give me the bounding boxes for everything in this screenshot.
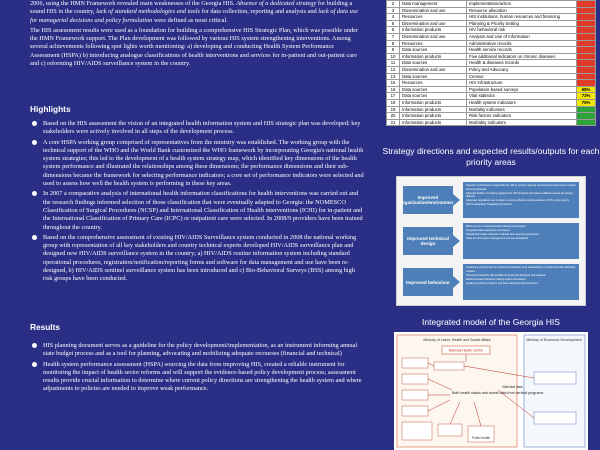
strategy-label: Improved organization/environment [403,186,453,214]
row-number: 4 [387,14,400,21]
arrow-right-icon [453,276,460,288]
intro-paragraph-1 [30,0,365,25]
row-number: 20 [387,113,400,120]
table-row [387,53,596,60]
row-score: 73% [577,93,596,100]
row-item: Resource allocation [467,7,577,14]
row-number: 11 [387,60,400,67]
list-item [30,190,365,231]
model-node [438,424,462,436]
row-item: HIS institutions, human resources and financing [467,14,577,21]
model-title: Integrated model of the Georgia HIS [421,317,561,327]
bullet-icon [32,191,37,196]
row-item: Risk factors indicators [467,113,577,120]
strategy-row [403,223,579,259]
row-score: 75% [577,99,596,106]
row-category: Data sources [400,47,467,54]
list-item [30,361,365,394]
row-item: Health system indicators [467,99,577,106]
table-row [387,1,596,8]
intro-emphasis: Absence of a dedicated strategy [236,0,317,7]
intro-text-span: 2006, using the HMN Framework revealed main weaknesses of the Georgia HIS. [30,0,237,7]
row-number: 12 [387,66,400,73]
row-number: 7 [387,33,400,40]
row-number: 3 [387,7,400,14]
row-score [577,1,596,8]
strategy-bullet: Relevant bodies of ministry equipped for HIS functions and roles at different levels are clearly defined [466,191,573,198]
list-item [30,234,365,284]
intro-emphasis: lack of data use for managerial decisions and policy formulation [30,8,358,24]
list-item-text: Based on the HIS assessment the vision of an integrated health information system and HIS strategic plan was developed; key stakeholders were actively involved in all steps of the development process. [43,120,361,136]
table-row [387,14,596,21]
table-row [387,20,596,27]
his-score-table-panel [386,0,596,126]
row-score [577,106,596,113]
table-row [387,86,596,93]
model-node [402,374,428,384]
strategy-results [463,223,579,259]
row-category: Information products [400,53,467,60]
row-item: HIV behavioral risk [467,27,577,34]
row-score [577,7,596,14]
table-row [387,119,596,126]
row-score [577,119,596,126]
row-number: 5 [387,20,400,27]
row-item: Policy and Advocacy [467,66,577,73]
model-node [402,358,428,368]
table-row [387,7,596,14]
model-node [402,406,428,416]
table-row [387,73,596,80]
intro-paragraph-2: The HIS assessment results were used as a foundation for building a comprehensive HIS Strategic Plan, which was possible under the HMN Framework support. The Plan development was followed by various HIS system strengthening interventions. Among several achievements following spot lights worth mentioning: a) developing and conducting Health System Performance Assessment (HSPA) b) introducing analogue classifications of health interventions and services for in-patient and out-patient care and c) reforming HIV/AIDS surveillance system in the country. [30,26,359,68]
row-category: Information products [400,27,467,34]
table-row [387,47,596,54]
arrow-right-icon [453,194,460,206]
table-row [387,99,596,106]
strategy-bullet: Integrated data warehouse developed [466,229,510,232]
row-score [577,14,596,21]
model-node [534,412,576,424]
row-category: Data sources [400,86,467,93]
row-score [577,60,596,67]
row-score [577,73,596,80]
row-item: Implementation/action [467,1,577,8]
row-number: 10 [387,53,400,60]
strategy-label: Improved behaviour [403,268,453,296]
table-row [387,60,596,67]
row-score [577,27,596,34]
row-item: Mortality indicators [467,106,577,113]
row-number: 21 [387,119,400,126]
list-item-text: Health system performance assessment (HSPA) sourcing the data from improving HIS, created a reliable instrument for monitoring the impact of health sector reforms and will support the evidence-based policy development process; assessment results provide crucial information to determine where current policy directions are strengthening the health system and where adjustments to policies are needed to improve weak performance. [43,360,362,393]
vital-stat-label: Vital stat data [502,385,523,389]
bullet-icon [32,121,37,126]
bullet-icon [32,362,37,367]
row-category: Information products [400,106,467,113]
model-node [402,390,428,400]
strategy-bullet: HIS is adequately budgeted and funded [466,203,512,206]
row-score [577,80,596,87]
list-item-text: Based on the comprehensive assessment of existing HIV/AIDS Surveillance system conducted in 2008 the national working group with representation of all key stakeholders and country technical experts developed HIV/AIDS surveillance plan and designed new HIV/AIDS surveillance system in the country; a) HIV/AIDS routine information system including standard operational procedures, registration/notification/reporting forms and software for data management and use have been re-designed, b) HIV/AIDS sentinel surveillance system has been introduced and c) Bio-Behavioral Surveys (BSS) among high risk groups have been conducted. [43,233,357,283]
row-category: Resources [400,40,467,47]
strategy-title: Strategy directions and expected results/outputs for each priority areas [382,146,600,168]
center-note [452,391,543,395]
row-category: Dissemination and use [400,7,467,14]
row-item: Health service records [467,47,577,54]
row-number: 6 [387,27,400,34]
list-item-text: In 2007 a comparative analysis of international health information classifications for health interventions was carried out and the research findings informed selection of those classification that were eventually adapted to Georgia: the NOMESCO Classification of Surgical Procedures (NCSP) and International Classification of Health interventions (ICHI) for in-patient and the International Classification of Primary Care (ICPC) or outpatient care were selected. In 2008/9 providers have been trained throughout the country. [43,190,363,231]
strategy-bullet: Personnel trained in HIS at different levels are deployed and retained [466,273,546,277]
intro-text [30,0,365,70]
table-row [387,33,596,40]
list-item [30,120,365,137]
row-category: Data sources [400,73,467,80]
row-score [577,33,596,40]
arrow-right-icon [453,235,460,247]
row-category: Information products [400,119,467,126]
row-score [577,53,596,60]
row-item: HIS Infrastructure [467,80,577,87]
highlights-list [30,120,365,286]
intro-text-span: were defined as most critical. [152,16,228,24]
table-row [387,80,596,87]
row-number: 19 [387,106,400,113]
row-number: 13 [387,73,400,80]
table-row [387,106,596,113]
nhc-label: National Health Centre [448,348,484,353]
intro-text-span: for building a sound HIS in the country, [30,0,353,16]
table-row [387,113,596,120]
row-number: 2 [387,1,400,8]
strategy-results [463,182,579,218]
model-node [534,372,576,384]
results-heading: Results [30,322,60,332]
row-category: Data sources [400,60,467,67]
table-row [387,66,596,73]
row-item: Planning & Priority Setting [467,20,577,27]
row-score [577,47,596,54]
row-item: Health & diseases records [467,60,577,67]
row-category: Data management [400,1,467,8]
strategy-bullet: Tools for information management and use developed [466,237,528,240]
strategy-bullet: Minimum set of national health indicators developed [466,225,526,228]
row-number: 8 [387,40,400,47]
model-node [402,422,432,440]
ministry-health-label: Ministry of Labor, Health and Social affairs [423,338,491,342]
center-note-text: Both health status and admin data from vertical programs [452,391,544,395]
list-item-text: A core HSPA working group comprised of representatives from the ministry was established. The working group with the technical support of the WHO and the World Bank customized the WHO framework by incorporating Georgia's national health system strategies; this led to the development of a health system strategy map, which identified key dimensions of the health system performance and illustrated the relationships among these dimensions; the performance dimensions and their sub-dimensions became the framework for selecting performance indicators; a core set of performance indicators were selected and used to assess how well the health system is performing in these key areas. [43,138,364,188]
row-category: Information products [400,113,467,120]
row-score: 68% [577,86,596,93]
strategy-bullet: Evidence-based decision making system developed [466,277,526,281]
row-category: Dissemination and use [400,20,467,27]
row-category: Resources [400,80,467,87]
row-number: 18 [387,99,400,106]
list-item-text: HIS planning document serves as a guideline for the policy development/implementation, as an instrument informing annual state budget process and as a tool for planning, advocating and mobilizing adequate recourses (financial and technical) [43,342,358,358]
intro-emphasis: lack of standard methodologies and tools [96,8,200,16]
his-model-svg [394,332,588,450]
strategy-row [403,264,579,300]
strategy-bullet: Adequate regulations are in place to ensure effective implementation of HIS in the country [466,199,570,202]
row-category: Information products [400,99,467,106]
table-row [387,93,596,100]
row-item: Analysis and Use of Information [467,33,577,40]
results-list [30,342,365,396]
table-row [387,40,596,47]
row-item: Administrative records [467,40,577,47]
poster-right-column [382,0,600,450]
row-score [577,40,596,47]
public-health-label: Public health [471,436,491,440]
row-category: Resources [400,14,467,21]
strategy-bullet: Standardized data collection methods and reporting procedures [466,233,539,236]
highlights-heading: Highlights [30,104,71,114]
bullet-icon [32,140,37,145]
strategy-row [399,182,579,218]
table-row [387,27,596,34]
row-number: 16 [387,86,400,93]
strategy-bullet: Quality assurance program has been designed and introduced [466,281,538,285]
strategy-results [463,264,579,300]
row-score [577,113,596,120]
row-number: 9 [387,47,400,54]
list-item [30,139,365,189]
model-node [434,362,464,370]
row-number: 15 [387,80,400,87]
row-number: 17 [387,93,400,100]
strategy-bullet: Conducive environment for improved motivation of all stakeholders to implement HIS effectively created [466,266,576,273]
row-score [577,66,596,73]
his-score-table [386,0,596,126]
row-item: Morbidity indicators [467,119,577,126]
ministry-economy-label: Ministry of Economic Development [526,338,582,342]
row-item: Population-based surveys [467,86,577,93]
strategy-label: Improved technical design [403,227,453,255]
bullet-icon [32,235,37,240]
row-item: Census [467,73,577,80]
row-category: Data sources [400,93,467,100]
row-category: Dissemination and use [400,66,467,73]
bullet-icon [32,343,37,348]
row-score [577,20,596,27]
strategy-diagram [396,176,586,306]
list-item [30,342,365,359]
his-model-diagram [394,332,588,450]
intro-text-span: for data collection, reporting and analysis and [199,8,319,16]
row-category: Dissemination and use [400,33,467,40]
strategy-bullet: Network of institutions responsible for HIS at central, regional and local level have been created and strengthened [466,184,576,191]
row-item: Five additional indicators on chronic diseases [467,53,577,60]
row-item: Vital statistics [467,93,577,100]
